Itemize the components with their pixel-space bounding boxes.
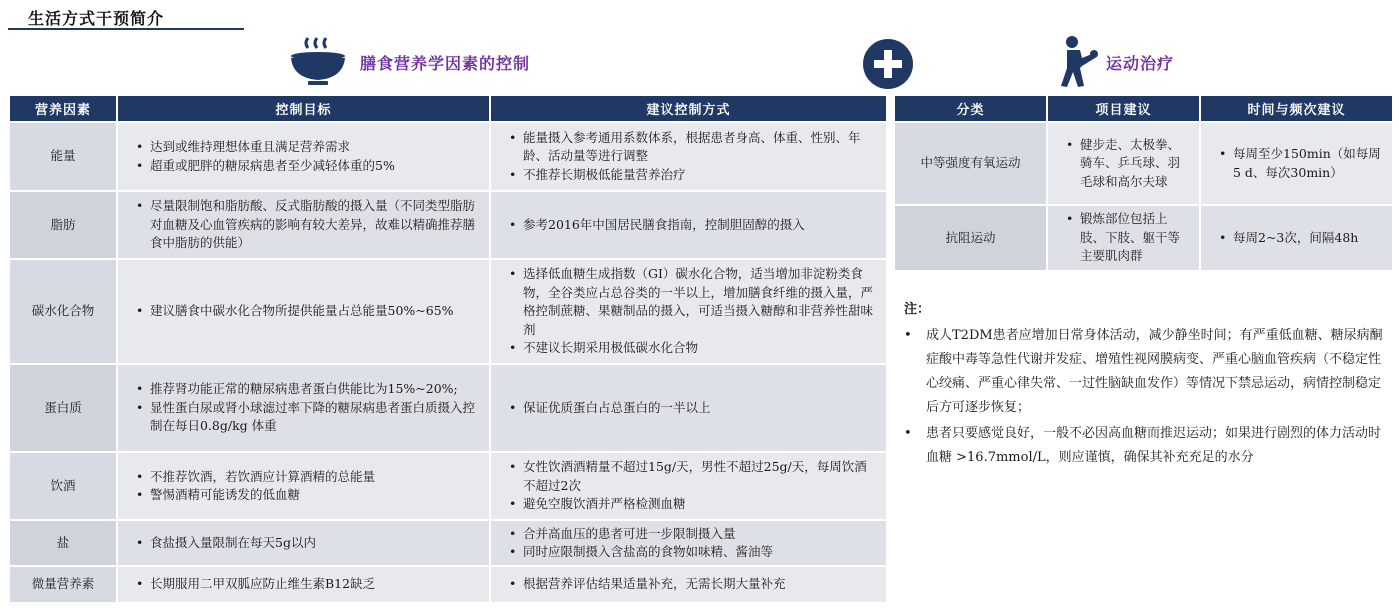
header-items: 项目建议 [1047, 95, 1200, 122]
note-item: • 成人T2DM患者应增加日常身体活动，减少静坐时间；有严重低血糖、糖尿病酮症酸中毒等急性代谢并发症、增殖性视网膜病变、严重心脑血管疾病（不稳定性心绞痛、严重心律失常、一过性脑缺血发作）等情况下禁忌运动，病情控制稳定后方可逐步恢复； [904, 324, 1386, 420]
goal-cell [117, 566, 490, 603]
goal-cell [117, 191, 490, 259]
list-item: • 每周至少150min（如每周5 d、每次30min） [1211, 145, 1384, 182]
header-category: 分类 [894, 95, 1047, 122]
goal-cell [117, 364, 490, 452]
method-cell [490, 122, 887, 191]
factor-cell: 碳水化合物 [9, 259, 117, 364]
goal-cell [117, 122, 490, 191]
factor-cell: 蛋白质 [9, 364, 117, 452]
diet-heading-label: 膳食营养学因素的控制 [360, 53, 531, 73]
method-cell [490, 566, 887, 603]
list-item: • 不推荐饮酒，若饮酒应计算酒精的总能量 [128, 468, 481, 487]
list-item: • 女性饮酒酒精量不超过15g/天，男性不超过25g/天，每周饮酒不超过2次 [501, 458, 878, 495]
list-item: • 达到或维持理想体重且满足营养需求 [128, 138, 481, 157]
factor-cell: 饮酒 [9, 452, 117, 520]
factor-cell: 能量 [9, 122, 117, 191]
list-item: • 保证优质蛋白占总蛋白的一半以上 [501, 399, 878, 418]
plus-icon [862, 38, 914, 90]
category-cell: 中等强度有氧运动 [894, 122, 1047, 205]
method-cell [490, 520, 887, 566]
exercise-heading [1058, 34, 1174, 90]
diet-heading [288, 34, 530, 90]
header-timing: 时间与频次建议 [1200, 95, 1393, 122]
goal-cell [117, 452, 490, 520]
list-item: • 不建议长期采用极低碳水化合物 [501, 339, 878, 358]
diet-control-table [8, 94, 888, 604]
list-item: • 警惕酒精可能诱发的低血糖 [128, 486, 481, 505]
table-row [9, 259, 887, 364]
table-row [894, 122, 1393, 205]
table-row [9, 566, 887, 603]
list-item: • 推荐肾功能正常的糖尿病患者蛋白供能比为15%~20%; [128, 380, 481, 399]
diet-header-row [9, 95, 887, 122]
list-item: • 不推荐长期极低能量营养治疗 [501, 166, 878, 185]
list-item: • 长期服用二甲双胍应防止维生素B12缺乏 [128, 575, 481, 594]
factor-cell: 脂肪 [9, 191, 117, 259]
list-item: • 参考2016年中国居民膳食指南，控制胆固醇的摄入 [501, 216, 878, 235]
list-item: • 超重或肥胖的糖尿病患者至少减轻体重的5% [128, 157, 481, 176]
list-item: • 食盐摄入量限制在每天5g以内 [128, 534, 481, 553]
timing-cell [1200, 122, 1393, 205]
goal-cell [117, 520, 490, 566]
title-underline [8, 28, 244, 30]
list-item: • 根据营养评估结果适量补充，无需长期大量补充 [501, 575, 878, 594]
list-item: • 健步走、太极拳、骑车、乒乓球、羽毛球和高尔夫球 [1058, 136, 1191, 192]
timing-cell [1200, 205, 1393, 271]
note-item: • 患者只要感觉良好，一般不必因高血糖而推迟运动；如果进行剧烈的体力活动时血糖 >16.7mmol/L，则应谨慎，确保其补充充足的水分 [904, 422, 1386, 470]
method-cell [490, 259, 887, 364]
notes-list [904, 324, 1386, 472]
header-goal: 控制目标 [117, 95, 490, 122]
list-item: • 建议膳食中碳水化合物所提供能量占总能量50%~65% [128, 302, 481, 321]
list-item: • 避免空腹饮酒并严格检测血糖 [501, 495, 878, 514]
list-item: • 能量摄入参考通用系数体系，根据患者身高、体重、性别、年龄、活动量等进行调整 [501, 129, 878, 166]
items-cell [1047, 205, 1200, 271]
goal-cell [117, 259, 490, 364]
list-item: • 合并高血压的患者可进一步限制摄入量 [501, 525, 878, 544]
list-item: • 锻炼部位包括上肢、下肢、躯干等主要肌肉群 [1058, 210, 1191, 266]
header-method: 建议控制方式 [490, 95, 887, 122]
category-cell: 抗阻运动 [894, 205, 1047, 271]
table-row [9, 122, 887, 191]
boxer-icon [1058, 34, 1100, 90]
page-title: 生活方式干预简介 [28, 9, 165, 28]
list-item: • 选择低血糖生成指数（GI）碳水化合物，适当增加非淀粉类食物，全谷类应占总谷类的一半以上，增加膳食纤维的摄入量，严格控制蔗糖、果糖制品的摄入，可适当摄入糖醇和非营养性甜味剂 [501, 265, 878, 339]
exercise-header-row [894, 95, 1393, 122]
factor-cell: 盐 [9, 520, 117, 566]
list-item: • 每周2~3次，间隔48h [1211, 229, 1384, 248]
list-item: • 尽量限制饱和脂肪酸、反式脂肪酸的摄入量（不同类型脂肪对血糖及心血管疾病的影响有较大差异，故难以精确推荐膳食中脂肪的供能） [128, 197, 481, 253]
factor-cell: 微量营养素 [9, 566, 117, 603]
table-row [9, 191, 887, 259]
exercise-heading-label: 运动治疗 [1106, 53, 1175, 73]
table-row [9, 520, 887, 566]
notes-title: 注： [904, 302, 931, 317]
method-cell [490, 452, 887, 520]
list-item: • 同时应限制摄入含盐高的食物如味精、酱油等 [501, 543, 878, 562]
header-factor: 营养因素 [9, 95, 117, 122]
exercise-table [893, 94, 1394, 272]
items-cell [1047, 122, 1200, 205]
method-cell [490, 191, 887, 259]
list-item: • 显性蛋白尿或肾小球滤过率下降的糖尿病患者蛋白质摄入控制在每日0.8g/kg 体重 [128, 399, 481, 436]
table-row [9, 452, 887, 520]
method-cell [490, 364, 887, 452]
bowl-icon [288, 34, 350, 90]
table-row [9, 364, 887, 452]
table-row [894, 205, 1393, 271]
